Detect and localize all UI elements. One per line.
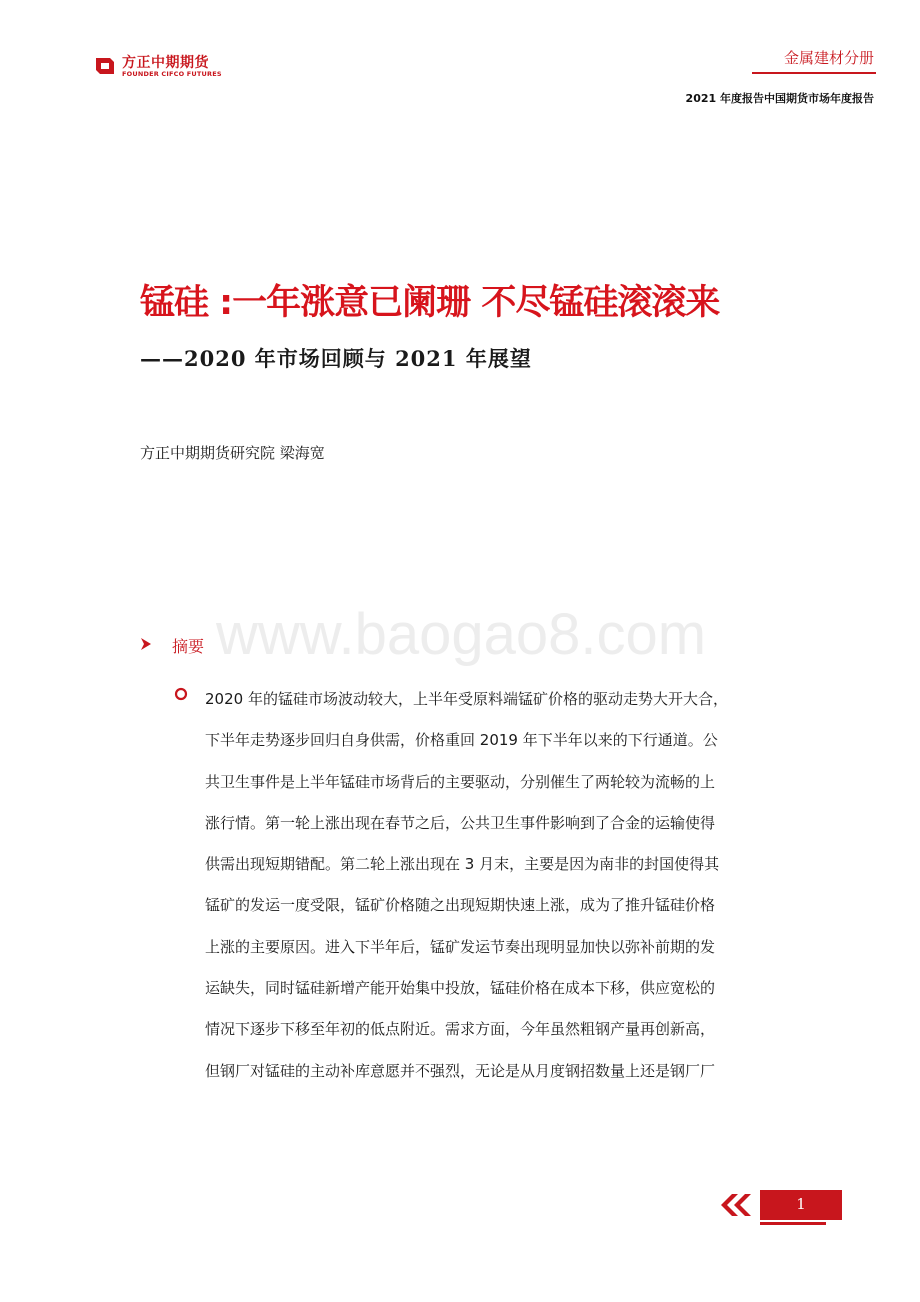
page-number: 1: [796, 1195, 806, 1213]
report-label: 2021 年度报告中国期货市场年度报告: [685, 92, 874, 105]
arrow-bullet-icon: [140, 637, 152, 651]
logo-mark-icon: [94, 54, 116, 76]
sub-title: ——2020 年市场回顾与 2021 年展望: [140, 346, 532, 371]
paragraph-line: 下半年走势逐步回归自身供需，价格重回 2019 年下半年以来的下行通道。公: [205, 731, 718, 750]
paragraph-line: 但钢厂对锰硅的主动补库意愿并不强烈，无论是从月度钢招数量上还是钢厂厂: [205, 1061, 716, 1080]
header-divider: [752, 72, 876, 74]
double-chevron-left-icon: [718, 1193, 752, 1217]
paragraph-line: 运缺失，同时锰硅新增产能开始集中投放，锰硅价格在成本下移，供应宽松的: [205, 979, 716, 998]
logo-english-name: FOUNDER CIFCO FUTURES: [122, 70, 222, 78]
section-label: 金属建材分册: [783, 49, 874, 67]
abstract-paragraph: [205, 679, 785, 1092]
watermark: www.baogao8.com: [216, 602, 707, 667]
paragraph-line: 供需出现短期错配。第二轮上涨出现在 3 月末，主要是因为南非的封国使得其: [205, 855, 720, 874]
paragraph-line: 涨行情。第一轮上涨出现在春节之后，公共卫生事件影响到了合金的运输使得: [205, 813, 716, 832]
company-logo: [94, 52, 294, 82]
author-line: 方正中期期货研究院 梁海宽: [140, 444, 325, 462]
paragraph-line: 2020 年的锰硅市场波动较大，上半年受原料端锰矿价格的驱动走势大开大合，: [205, 690, 728, 708]
paragraph-line: 上涨的主要原因。进入下半年后，锰矿发运节奏出现明显加快以弥补前期的发: [205, 937, 716, 956]
paragraph-line: 锰矿的发运一度受限，锰矿价格随之出现短期快速上涨，成为了推升锰硅价格: [205, 896, 716, 915]
main-title: 锰硅 :一年涨意已阑珊 不尽锰硅滚滚来: [140, 283, 720, 323]
circle-bullet-icon: [174, 687, 188, 701]
logo-name: 方正中期期货: [122, 55, 209, 71]
footer-divider: [760, 1222, 826, 1225]
abstract-heading: 摘要: [172, 637, 205, 656]
paragraph-line: 共卫生事件是上半年锰硅市场背后的主要驱动，分别催生了两轮较为流畅的上: [205, 772, 716, 791]
paragraph-line: 情况下逐步下移至年初的低点附近。需求方面，今年虽然粗钢产量再创新高，: [205, 1020, 716, 1039]
